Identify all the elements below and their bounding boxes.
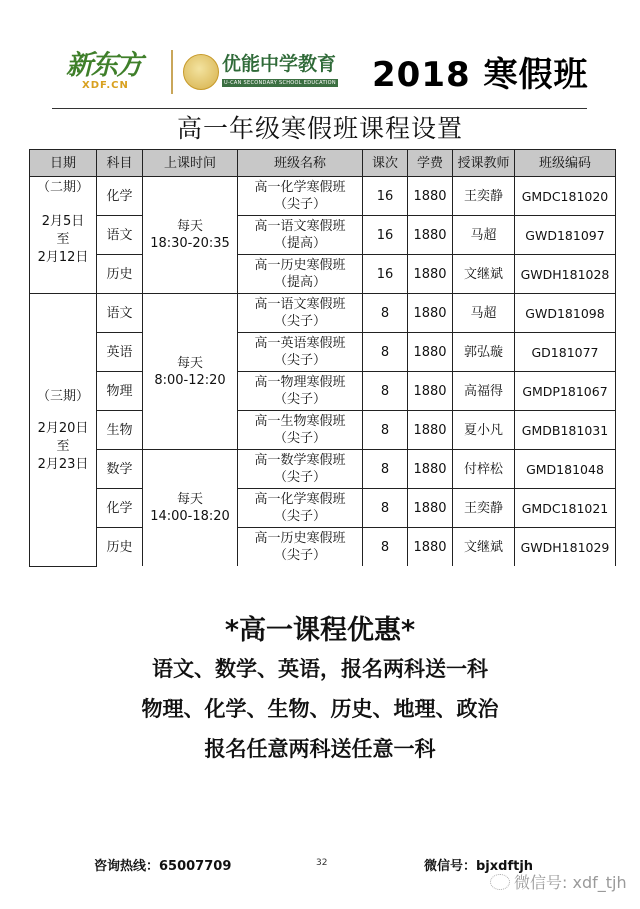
date-to: 至 [56, 438, 70, 454]
class-name: 高一历史寒假班 [254, 531, 346, 546]
sessions-cell: 8 [363, 294, 408, 333]
teacher-cell: 王奕静 [453, 177, 515, 216]
date-start: 2月20日 [37, 420, 89, 436]
fee-cell: 1880 [408, 216, 453, 255]
subject-cell: 数学 [97, 450, 143, 489]
fee-cell: 1880 [408, 489, 453, 528]
teacher-cell: 高福得 [453, 372, 515, 411]
table-row [30, 294, 616, 333]
class-name-cell [238, 450, 363, 489]
code-cell: GWD181098 [515, 294, 616, 333]
subject-cell: 语文 [97, 294, 143, 333]
class-name: 高一英语寒假班 [254, 336, 346, 351]
class-name-cell [238, 216, 363, 255]
time-range: 8:00-12:20 [154, 372, 226, 388]
fee-cell: 1880 [408, 372, 453, 411]
sessions-cell: 8 [363, 489, 408, 528]
teacher-cell: 王奕静 [453, 489, 515, 528]
title-divider [52, 108, 587, 109]
code-cell: GD181077 [515, 333, 616, 372]
col-header-fee: 学费 [408, 150, 453, 177]
sessions-cell: 8 [363, 372, 408, 411]
youneng-logo-en: U-CAN SECONDARY SCHOOL EDUCATION [224, 80, 336, 86]
class-name-cell [238, 333, 363, 372]
table-row [30, 528, 616, 567]
fee-cell: 1880 [408, 411, 453, 450]
class-level: （提高） [273, 275, 326, 290]
class-name: 高一物理寒假班 [254, 375, 346, 390]
class-name: 高一生物寒假班 [254, 414, 346, 429]
main-title: 2018 寒假班 [372, 55, 589, 95]
wechat-icon [490, 874, 510, 890]
class-level: （尖子） [273, 470, 326, 485]
promo-line-3: 报名任意两科送任意一科 [204, 737, 436, 761]
youneng-logo [222, 52, 338, 87]
sessions-cell: 8 [363, 528, 408, 567]
code-cell: GMDP181067 [515, 372, 616, 411]
table-row [30, 255, 616, 294]
code-cell: GMDC181020 [515, 177, 616, 216]
class-name: 高一化学寒假班 [254, 180, 346, 195]
class-level: （尖子） [273, 197, 326, 212]
schedule-table [29, 149, 616, 567]
class-name-cell [238, 489, 363, 528]
xdf-logo-en: XDF.CN [82, 80, 129, 91]
date-range [30, 420, 96, 474]
class-name-cell [238, 255, 363, 294]
watermark-text: 微信号: xdf_tjh [514, 873, 627, 892]
subject-cell: 历史 [97, 255, 143, 294]
period-label: （二期） [36, 180, 89, 195]
date-range [30, 213, 96, 267]
class-level: （尖子） [273, 314, 326, 329]
teacher-cell: 马超 [453, 294, 515, 333]
subject-cell: 语文 [97, 216, 143, 255]
table-row [30, 489, 616, 528]
subject-cell: 英语 [97, 333, 143, 372]
promo-line-2: 物理、化学、生物、历史、地理、政治 [141, 697, 499, 721]
col-header-date: 日期 [30, 150, 97, 177]
xdf-logo-cn: 新东方 [66, 50, 141, 81]
col-header-code: 班级编码 [515, 150, 616, 177]
fee-cell: 1880 [408, 333, 453, 372]
sub-title: 高一年级寒假班课程设置 [176, 114, 463, 143]
period-date-cell [30, 177, 97, 294]
code-cell: GMDC181021 [515, 489, 616, 528]
time-cell [143, 177, 238, 294]
col-header-class-name: 班级名称 [238, 150, 363, 177]
table-row [30, 411, 616, 450]
teacher-cell: 付梓松 [453, 450, 515, 489]
class-name-cell [238, 177, 363, 216]
teacher-cell: 文继斌 [453, 255, 515, 294]
class-level: （提高） [273, 236, 326, 251]
fee-cell: 1880 [408, 294, 453, 333]
class-level: （尖子） [273, 431, 326, 446]
footer-wechat: 微信号：bjxdftjh [424, 859, 534, 874]
footer-hotline: 咨询热线：65007709 [94, 859, 232, 874]
date-end: 2月12日 [37, 250, 89, 265]
fee-cell: 1880 [408, 177, 453, 216]
class-level: （尖子） [273, 392, 326, 407]
time-range: 18:30-20:35 [150, 236, 230, 251]
time-cell [143, 450, 238, 567]
class-name-cell [238, 528, 363, 567]
code-cell: GMD181048 [515, 450, 616, 489]
code-cell: GWDH181029 [515, 528, 616, 567]
subject-cell: 化学 [97, 177, 143, 216]
fee-cell: 1880 [408, 528, 453, 567]
table-row [30, 333, 616, 372]
page-number: 32 [316, 858, 328, 868]
teacher-cell: 文继斌 [453, 528, 515, 567]
time-cell [143, 294, 238, 450]
promo-line-1: 语文、数学、英语，报名两科送一科 [152, 657, 488, 681]
teacher-cell: 夏小凡 [453, 411, 515, 450]
sessions-cell: 8 [363, 333, 408, 372]
youneng-emblem-icon [183, 54, 219, 90]
class-name: 高一化学寒假班 [254, 492, 346, 507]
teacher-cell: 郭弘璇 [453, 333, 515, 372]
class-level: （尖子） [273, 548, 326, 563]
fee-cell: 1880 [408, 450, 453, 489]
date-end: 2月23日 [37, 456, 89, 472]
col-header-sessions: 课次 [363, 150, 408, 177]
promo-title: *高一课程优惠* [224, 615, 416, 646]
table-row [30, 372, 616, 411]
wechat-watermark [490, 870, 627, 893]
period-label: （三期） [36, 388, 89, 404]
fee-cell: 1880 [408, 255, 453, 294]
period-date-cell [30, 294, 97, 567]
time-label: 每天 [176, 219, 203, 234]
class-name-cell [238, 294, 363, 333]
sessions-cell: 16 [363, 177, 408, 216]
logo-divider [171, 50, 173, 94]
class-name-cell [238, 411, 363, 450]
col-header-time: 上课时间 [143, 150, 238, 177]
table-row [30, 450, 616, 489]
code-cell: GMDB181031 [515, 411, 616, 450]
subject-cell: 历史 [97, 528, 143, 567]
date-start: 2月5日 [41, 214, 85, 229]
subject-cell: 化学 [97, 489, 143, 528]
subject-cell: 生物 [97, 411, 143, 450]
class-name: 高一数学寒假班 [254, 453, 346, 468]
class-name: 高一语文寒假班 [254, 297, 346, 312]
sessions-cell: 16 [363, 255, 408, 294]
youneng-logo-cn: 优能中学教育 [222, 53, 337, 75]
subject-cell: 物理 [97, 372, 143, 411]
sessions-cell: 8 [363, 411, 408, 450]
time-label: 每天 [176, 355, 203, 371]
class-name: 高一历史寒假班 [254, 258, 346, 273]
col-header-teacher: 授课教师 [453, 150, 515, 177]
page-header [0, 0, 640, 143]
table-header-row [30, 150, 616, 177]
teacher-cell: 马超 [453, 216, 515, 255]
time-label: 每天 [176, 492, 203, 507]
col-header-subject: 科目 [97, 150, 143, 177]
class-name-cell [238, 372, 363, 411]
time-range: 14:00-18:20 [150, 509, 230, 524]
class-level: （尖子） [273, 509, 326, 524]
table-row [30, 177, 616, 216]
table-row [30, 216, 616, 255]
class-name: 高一语文寒假班 [254, 219, 346, 234]
class-level: （尖子） [273, 353, 326, 368]
date-to: 至 [56, 232, 70, 247]
sessions-cell: 16 [363, 216, 408, 255]
sessions-cell: 8 [363, 450, 408, 489]
code-cell: GWDH181028 [515, 255, 616, 294]
code-cell: GWD181097 [515, 216, 616, 255]
xdf-logo [66, 52, 166, 92]
